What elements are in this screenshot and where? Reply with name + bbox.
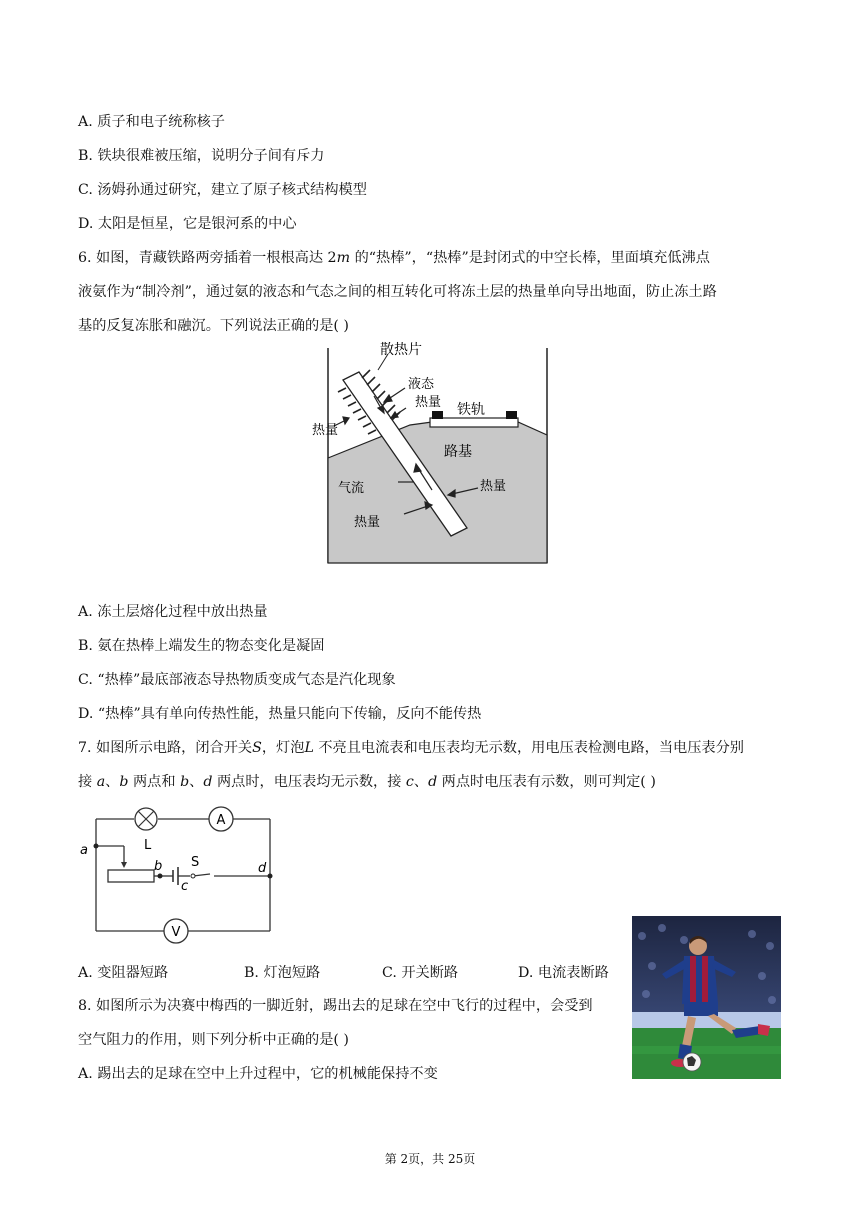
q6-text: 的“热棒”，“热棒”是封闭式的中空长棒，里面填充低沸点: [350, 250, 710, 266]
q7-stem-line2: [78, 772, 656, 792]
ammeter-label: A: [216, 813, 226, 828]
label-rail: 铁轨: [457, 402, 485, 418]
q7-var: b: [119, 774, 129, 790]
node-b: [158, 874, 163, 879]
node-d: [268, 874, 273, 879]
label-roadbed: 路基: [444, 444, 472, 460]
q7-text: 不亮且电流表和电压表均无示数，用电压表检测电路，当电压表分别: [313, 740, 744, 756]
q7-text: 两点时，电压表均无示数，接: [212, 774, 406, 790]
q5-option-c: C. 汤姆孙通过研究，建立了原子核式结构模型: [78, 182, 367, 198]
q7-var: d: [203, 774, 213, 790]
label-liquid: 液态: [408, 377, 435, 392]
q6-stem-line1: [78, 248, 710, 268]
voltmeter-label: V: [171, 925, 181, 940]
q7-option-c: C. 开关断路: [382, 965, 459, 981]
circuit-diagram: [74, 804, 284, 949]
q7-var: d: [428, 774, 438, 790]
rail: [430, 418, 518, 427]
q7-var-s: S: [252, 740, 262, 756]
node-a: [94, 844, 99, 849]
heat-rod-diagram: [300, 340, 560, 570]
point-c-label: c: [181, 879, 189, 894]
q7-option-d: D. 电流表断路: [518, 965, 609, 981]
node-c: [191, 874, 195, 878]
label-airflow: 气流: [338, 481, 365, 496]
point-b-label: b: [154, 859, 163, 874]
q6-option-b: B. 氨在热棒上端发生的物态变化是凝固: [78, 638, 325, 654]
q6-var-m: m: [336, 250, 351, 266]
q6-stem-line2: 液氨作为“制冷剂”，通过氨的液态和气态之间的相互转化可将冻土层的热量单向导出地面，防止冻土路: [78, 284, 717, 300]
point-d-label: d: [258, 861, 267, 876]
q6-option-c: C. “热棒”最底部液态导热物质变成气态是汽化现象: [78, 672, 396, 688]
switch-label: S: [191, 855, 200, 870]
q7-text: 7. 如图所示电路，闭合开关: [78, 740, 253, 756]
rail-block-right: [506, 411, 517, 419]
q7-text: 、: [189, 774, 204, 790]
page-footer: 第 2页，共 25页: [384, 1152, 476, 1166]
rail-block-left: [432, 411, 443, 419]
q7-text: 接: [78, 774, 97, 790]
label-heat-right: 热量: [480, 479, 507, 494]
q7-text: 两点和: [128, 774, 181, 790]
q6-text: 6. 如图，青藏铁路两旁插着一根根高达 2: [78, 250, 337, 266]
q7-option-a: A. 变阻器短路: [78, 965, 169, 981]
rheostat: [108, 870, 154, 882]
q6-stem-line3: 基的反复冻胀和融沉。下列说法正确的是( ): [78, 318, 349, 334]
q7-var-l: L: [304, 740, 314, 756]
q5-option-d: D. 太阳是恒星，它是银河系的中心: [78, 216, 297, 232]
q8-option-a: A. 踢出去的足球在空中上升过程中，它的机械能保持不变: [78, 1066, 438, 1082]
q6-option-d: D. “热棒”具有单向传热性能，热量只能向下传输，反向不能传热: [78, 706, 482, 722]
label-heat-top: 热量: [415, 395, 442, 410]
label-fin: 散热片: [380, 342, 422, 358]
soccer-photo: [632, 916, 781, 1079]
q7-stem-line1: [78, 738, 744, 758]
q7-var: a: [96, 774, 106, 790]
q7-option-b: B. 灯泡短路: [244, 965, 321, 981]
q7-text: 、: [413, 774, 429, 790]
label-heat-left: 热量: [312, 423, 339, 438]
q7-var: b: [180, 774, 190, 790]
point-a-label: a: [80, 843, 88, 858]
q7-text: 、: [105, 774, 120, 790]
q6-option-a: A. 冻土层熔化过程中放出热量: [78, 604, 268, 620]
q5-option-a: A. 质子和电子统称核子: [78, 114, 225, 130]
q7-text: ，灯泡: [261, 740, 305, 756]
label-heat-bottom: 热量: [354, 515, 381, 530]
lamp-label: L: [144, 838, 152, 853]
q8-stem-line1: 8. 如图所示为决赛中梅西的一脚近射，踢出去的足球在空中飞行的过程中，会受到: [78, 998, 593, 1014]
q5-option-b: B. 铁块很难被压缩，说明分子间有斥力: [78, 148, 325, 164]
q7-var: c: [405, 774, 414, 790]
q8-stem-line2: 空气阻力的作用，则下列分析中正确的是( ): [78, 1032, 349, 1048]
q7-text: 两点时电压表有示数，则可判定( ): [437, 774, 656, 790]
